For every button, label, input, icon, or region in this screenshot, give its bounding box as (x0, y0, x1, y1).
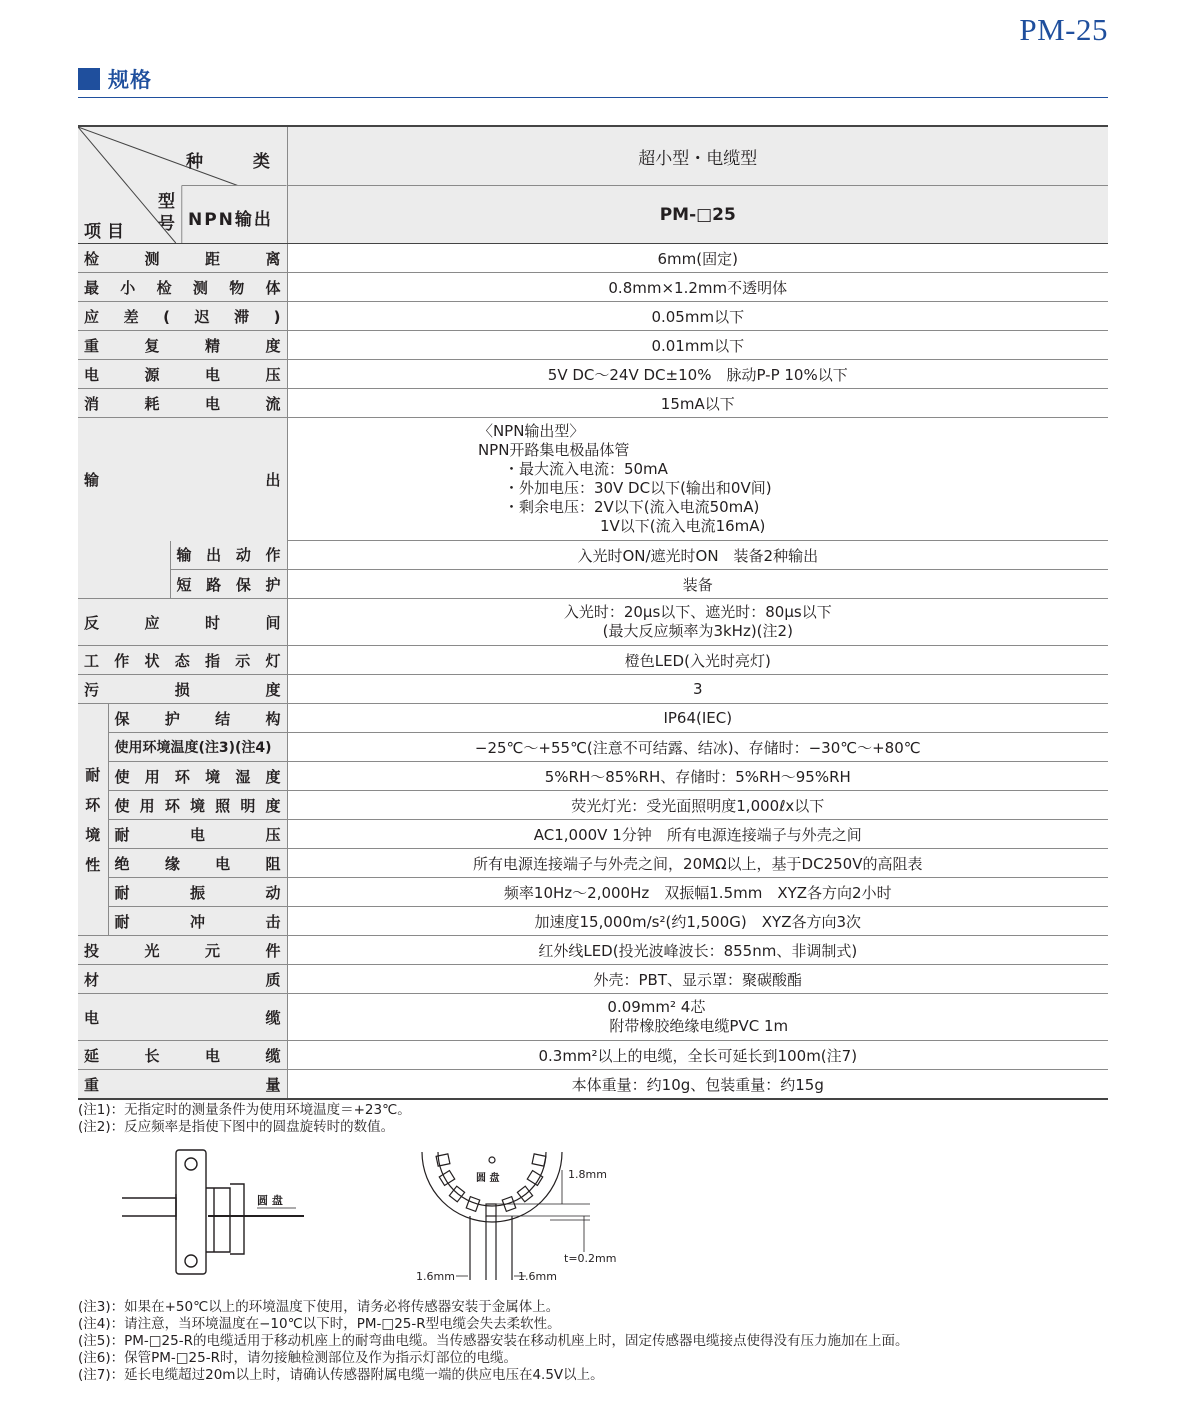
table-row (78, 599, 1108, 646)
note-line: (注7)：延长电缆超过20m以上时，请确认传感器附属电缆一端的供应电压在4.5V以上。 (78, 1367, 604, 1383)
row-value: 3 (287, 675, 1108, 704)
row-value: 0.3mm²以上的电缆，全长可延长到100m(注7) (287, 1041, 1108, 1070)
note-line: (注3)：如果在+50℃以上的环境温度下使用，请务必将传感器安装于金属体上。 (78, 1299, 560, 1315)
kind-value: 超小型・电缆型 (287, 126, 1108, 186)
row-label: 检测距离 (84, 249, 281, 268)
table-row (78, 878, 1108, 907)
row-label: 污损度 (84, 680, 281, 699)
table-row (78, 302, 1108, 331)
section-square-icon (78, 68, 100, 90)
disc-label-right: 圆 盘 (476, 1173, 500, 1184)
table-row (78, 244, 1108, 273)
model-value: PM-□25 (287, 186, 1108, 244)
item-label: 项目 (84, 222, 130, 242)
output-line: ・最大流入电流：50mA (503, 460, 668, 478)
row-value: 所有电源连接端子与外壳之间，20MΩ以上，基于DC250V的高阻表 (287, 849, 1108, 878)
table-row (78, 733, 1108, 762)
table-row (78, 389, 1108, 418)
row-value: AC1,000V 1分钟 所有电源连接端子与外壳之间 (287, 820, 1108, 849)
row-label: 耐振动 (114, 883, 281, 902)
weight-label-a: 重 (84, 1075, 100, 1094)
section-title: 规格 (108, 68, 152, 92)
table-row (78, 762, 1108, 791)
table-row (78, 1070, 1108, 1100)
cable-label-a: 电 (84, 1008, 100, 1027)
row-value: 装备 (287, 570, 1108, 599)
row-value: 橙色LED(入光时亮灯) (287, 646, 1108, 675)
weight-label-b: 量 (265, 1075, 281, 1094)
output-line: NPN开路集电极晶体管 (477, 441, 630, 459)
row-label: 短路保护 (176, 575, 281, 594)
table-row (78, 360, 1108, 389)
row-value: 0.01mm以下 (287, 331, 1108, 360)
table-row (78, 646, 1108, 675)
sensor-side-diagram (120, 1144, 320, 1280)
table-row (78, 273, 1108, 302)
output-line: ・剩余电压：2V以下(流入电流50mA) (503, 498, 760, 516)
row-value: 红外线LED(投光波峰波长：855nm、非调制式) (287, 936, 1108, 965)
table-row (78, 849, 1108, 878)
output-label: NPN输出 (188, 210, 273, 230)
table-row (78, 907, 1108, 936)
row-value: IP64(IEC) (287, 704, 1108, 733)
row-value: −25℃～+55℃(注意不可结露、结冰)、存储时：−30℃～+80℃ (287, 733, 1108, 762)
disc-diagram (410, 1140, 640, 1288)
notes-top (78, 1102, 411, 1136)
table-row (78, 704, 1108, 733)
table-row (78, 675, 1108, 704)
row-label: 保护结构 (114, 709, 281, 728)
table-row (78, 1041, 1108, 1070)
cable-label-b: 缆 (265, 1008, 281, 1027)
row-label: 反应时间 (84, 613, 281, 632)
output-line: ・外加电压：30V DC以下(输出和0V间) (503, 479, 772, 497)
row-value: 6mm(固定) (287, 244, 1108, 273)
table-row (78, 331, 1108, 360)
row-value: 5V DC～24V DC±10% 脉动P-P 10%以下 (287, 360, 1108, 389)
row-value: 0.05mm以下 (287, 302, 1108, 331)
table-row (78, 791, 1108, 820)
row-value: 15mA以下 (287, 389, 1108, 418)
row-label: 绝缘电阻 (114, 854, 281, 873)
table-row-output (78, 418, 1108, 541)
dim-right: 1.6mm (518, 1270, 557, 1283)
row-label: 工作状态指示灯 (84, 651, 281, 670)
row-value: 加速度15,000m/s²(约1,500G) XYZ各方向3次 (287, 907, 1108, 936)
output-label-b: 出 (265, 470, 281, 489)
kind-label: 种 类 (186, 152, 292, 172)
table-header-row (78, 126, 1108, 186)
note-line: (注4)：请注意，当环境温度在−10℃以下时，PM-□25-R型电缆会失去柔软性。 (78, 1316, 561, 1332)
row-value: 外壳：PBT、显示罩：聚碳酸酯 (287, 965, 1108, 994)
table-row (78, 936, 1108, 965)
row-label: 最小检测物体 (84, 278, 281, 297)
cable-line-1: 0.09mm² 4芯 (607, 998, 706, 1016)
output-value (287, 418, 1108, 541)
cable-line-2: 附带橡胶绝缘电缆PVC 1m (609, 1017, 789, 1035)
row-value: 频率10Hz～2,000Hz 双振幅1.5mm XYZ各方向2小时 (287, 878, 1108, 907)
response-line-1: 入光时：20μs以下、遮光时：80μs以下 (563, 603, 832, 621)
model-label: 型号 (158, 192, 175, 234)
row-label: 消耗电流 (84, 394, 281, 413)
row-value: 荧光灯光：受光面照明度1,000ℓx以下 (287, 791, 1108, 820)
row-label: 延长电缆 (84, 1046, 281, 1065)
header-corner-cell (78, 126, 292, 244)
row-label: 重复精度 (84, 336, 281, 355)
table-row (78, 994, 1108, 1041)
model-code: PM-25 (1019, 12, 1108, 47)
output-label-a: 输 (84, 470, 100, 489)
note-line: (注6)：保管PM-□25-R时，请勿接触检测部位及作为指示灯部位的电缆。 (78, 1350, 517, 1366)
row-label: 材质 (84, 970, 281, 989)
row-label: 电源电压 (84, 365, 281, 384)
table-row (78, 965, 1108, 994)
row-value: 本体重量：约10g、包装重量：约15g (287, 1070, 1108, 1100)
table-row (78, 541, 1108, 570)
row-label: 使用环境温度(注3)(注4) (114, 740, 272, 756)
row-label: 应差(迟滞) (84, 307, 281, 326)
note-line: (注1)：无指定时的测量条件为使用环境温度＝+23℃。 (78, 1102, 411, 1118)
dim-slot: 1.8mm (568, 1168, 607, 1181)
note-line: (注2)：反应频率是指使下图中的圆盘旋转时的数值。 (78, 1119, 395, 1135)
table-row (78, 820, 1108, 849)
response-line-2: (最大反应频率为3kHz)(注2) (602, 622, 793, 640)
table-row (78, 570, 1108, 599)
section-header (78, 64, 1108, 98)
output-line: 〈NPN输出型〉 (477, 422, 585, 440)
dim-left: 1.6mm (416, 1270, 455, 1283)
row-value: 入光时ON/遮光时ON 装备2种输出 (287, 541, 1108, 570)
row-label: 使用环境照明度 (114, 796, 281, 815)
row-label: 耐冲击 (114, 912, 281, 931)
env-group-label: 耐 环 境 性 (78, 704, 108, 936)
notes-bottom (78, 1299, 908, 1384)
row-label: 输出动作 (176, 546, 281, 565)
dim-thickness: t=0.2mm (564, 1252, 617, 1265)
row-value: 0.8mm×1.2mm不透明体 (287, 273, 1108, 302)
disc-label-left: 圆 盘 (257, 1194, 283, 1207)
spec-table (78, 125, 1108, 1100)
row-label: 投光元件 (84, 941, 281, 960)
row-value: 5%RH～85%RH、存储时：5%RH～95%RH (287, 762, 1108, 791)
row-label: 耐电压 (114, 825, 281, 844)
output-line: 1V以下(流入电流16mA) (599, 517, 766, 535)
row-label: 使用环境湿度 (114, 767, 281, 786)
note-line: (注5)：PM-□25-R的电缆适用于移动机座上的耐弯曲电缆。当传感器安装在移动机座上时，固定传感器电缆接点使得没有压力施加在上面。 (78, 1333, 909, 1349)
